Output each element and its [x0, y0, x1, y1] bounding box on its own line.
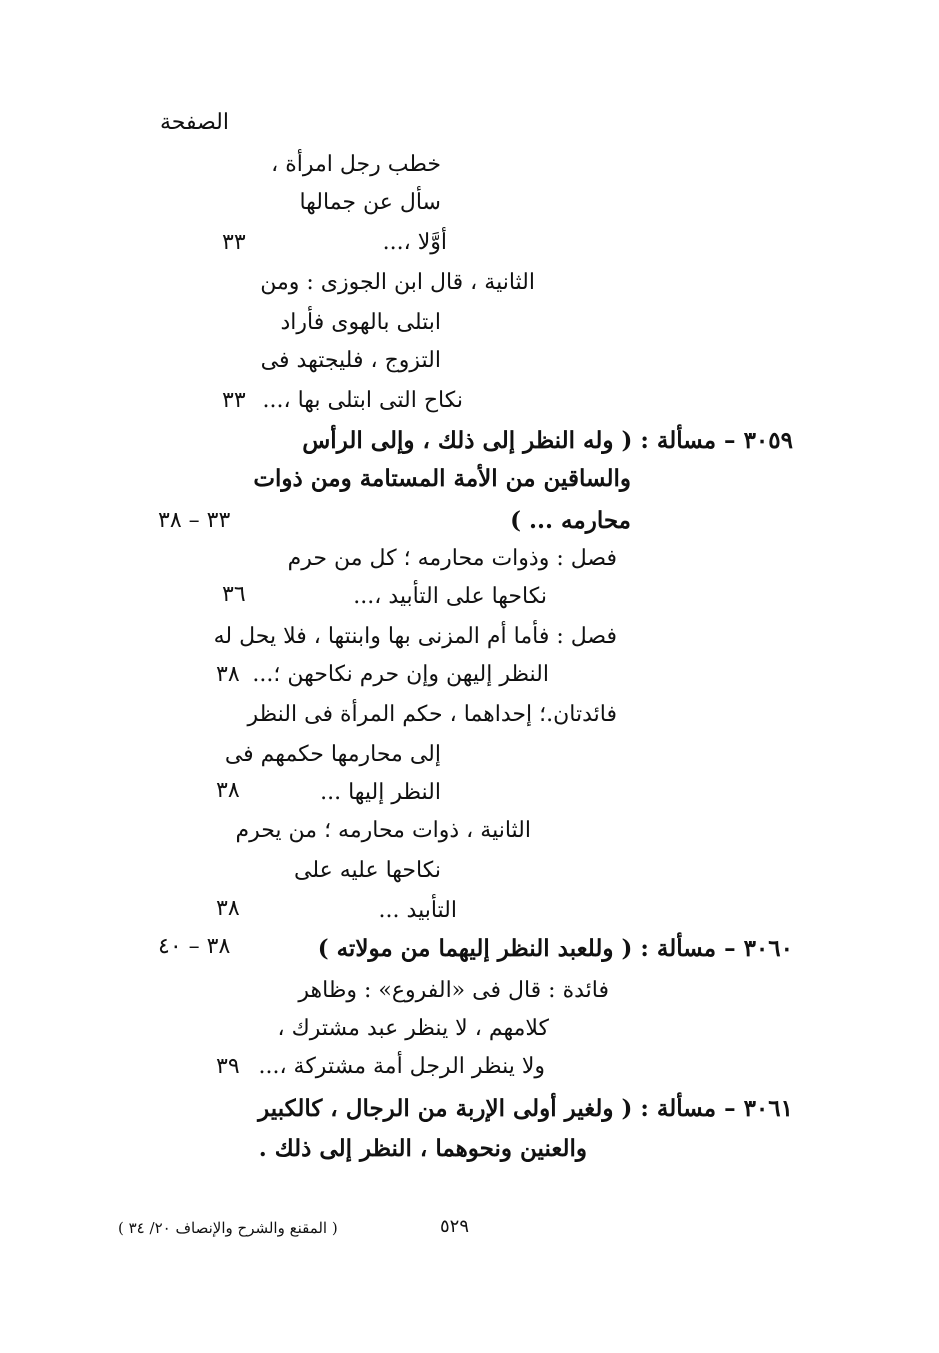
text-line: النظر إليها ... — [320, 780, 441, 805]
page-ref: ٣٣ – ٣٨ — [158, 508, 231, 533]
text-line: فائدتان.؛ إحداهما ، حكم المرأة فى النظر — [247, 702, 617, 727]
page-ref: ٣٨ — [216, 662, 240, 687]
text-line: الثانية ، ذوات محارمه ؛ من يحرم — [235, 818, 531, 843]
page-ref: ٣٦ — [222, 582, 246, 607]
text-line: التأبيد ... — [378, 898, 457, 923]
text-line: سأل عن جمالها — [299, 190, 441, 215]
text-line: نكاحها عليه على — [294, 858, 441, 883]
source-citation: ( المقنع والشرح والإنصاف ٢٠/ ٣٤ ) — [118, 1219, 338, 1237]
text-line: ابتلى بالهوى فأراد — [280, 310, 441, 335]
page-ref: ٣٩ — [216, 1054, 240, 1079]
text-line: نكاحها على التأبيد ،... — [353, 584, 547, 609]
issue-heading: ٣٠٦٠ – مسألة : ( وللعبد النظر إليهما من مولاته ) — [317, 935, 793, 962]
page-ref: ٣٣ — [222, 388, 246, 413]
issue-heading-line: محارمه ... ) — [510, 507, 631, 534]
text-line: ولا ينظر الرجل أمة مشتركة ،... — [258, 1054, 545, 1079]
page-number: ٥٢٩ — [440, 1216, 470, 1237]
text-line: إلى محارمها حكمهم فى — [224, 742, 441, 767]
page-ref: ٣٨ — [216, 896, 240, 921]
page-ref: ٣٣ — [222, 230, 246, 255]
text-line: التزوج ، فليجتهد فى — [260, 348, 441, 373]
text-line: كلامهم ، لا ينظر عبد مشترك ، — [277, 1016, 549, 1041]
text-line: النظر إليهن وإن حرم نكاحهن ؛... — [252, 662, 549, 687]
issue-heading-line: والساقين من الأمة المستامة ومن ذوات — [253, 465, 631, 492]
text-line: فصل : وذوات محارمه ؛ كل من حرم — [287, 546, 617, 571]
text-line: فصل : فأما أم المزنى بها وابنتها ، فلا يحل له — [213, 624, 617, 649]
issue-heading: ٣٠٥٩ – مسألة : ( وله النظر إلى ذلك ، وإلى الرأس — [302, 427, 793, 454]
page-ref: ٣٨ — [216, 778, 240, 803]
text-line: فائدة : قال فى «الفروع» : وظاهر — [298, 978, 609, 1003]
issue-heading: ٣٠٦١ – مسألة : ( ولغير أولى الإربة من الرجال ، كالكبير — [258, 1095, 793, 1122]
text-line: الثانية ، قال ابن الجوزى : ومن — [260, 270, 535, 295]
issue-heading-line: والعنين ونحوهما ، النظر إلى ذلك . — [258, 1135, 587, 1162]
text-line: أوَّلا ،... — [382, 230, 447, 255]
text-line: خطب رجل امرأة ، — [271, 152, 441, 177]
page-column-header: الصفحة — [159, 110, 229, 135]
page-ref: ٣٨ – ٤٠ — [158, 934, 231, 959]
text-line: نكاح التى ابتلى بها ،... — [262, 388, 463, 413]
